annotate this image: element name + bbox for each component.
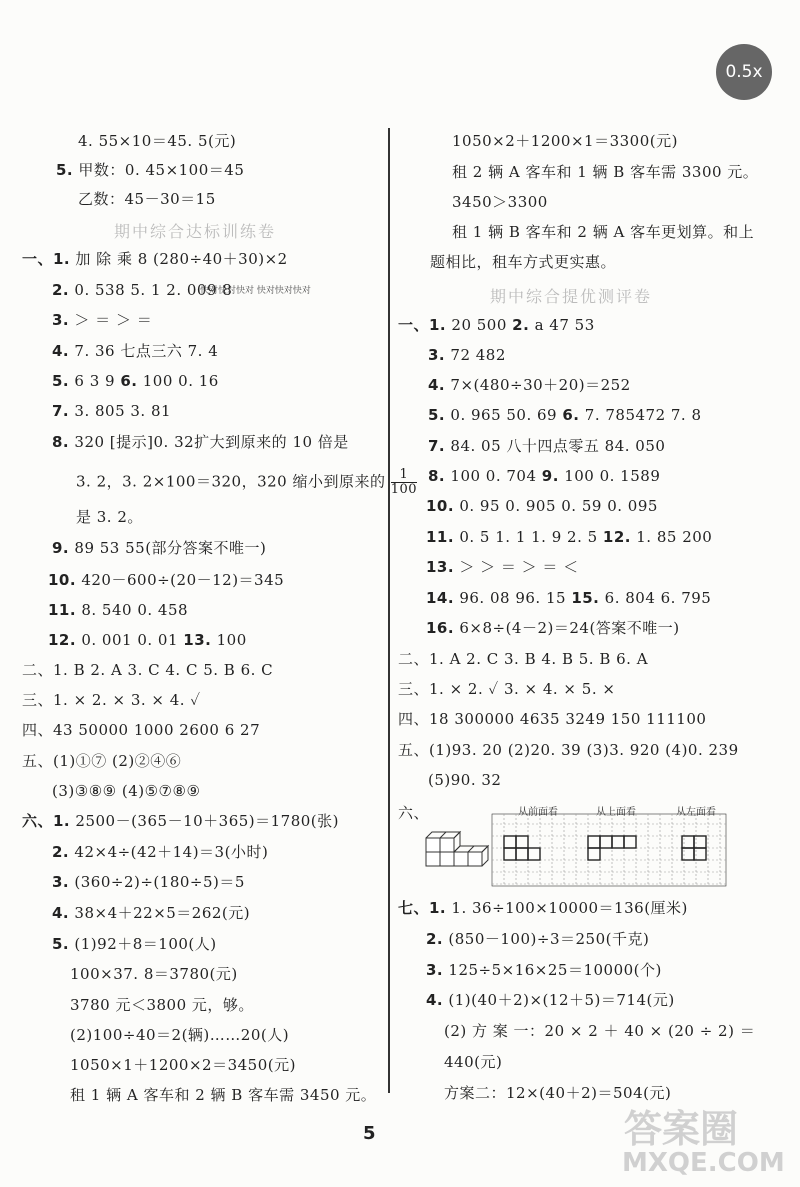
top-view-shape <box>588 836 636 860</box>
text-line: 2. 42×4÷(42＋14)＝3(小时) <box>52 843 269 861</box>
text-line: 9. 89 53 55(部分答案不唯一) <box>52 539 267 557</box>
text-line: 10. 420－600÷(20－12)＝345 <box>48 571 285 589</box>
text-line: 乙数：45－30＝15 <box>78 190 216 208</box>
text-line: 方案二：12×(40＋2)＝504(元) <box>444 1084 672 1102</box>
text-line: 2. 0. 538 5. 1 2. 009 8 <box>52 281 233 299</box>
text-line: 三、1. × 2. ✓ 3. × 4. × 5. × <box>398 680 616 698</box>
dotted-grid <box>492 814 726 886</box>
text-line: 5. 甲数：0. 45×100＝45 <box>56 161 245 179</box>
text-line: (3)③⑧⑨ (4)⑤⑦⑧⑨ <box>52 782 201 800</box>
text-line: 3450＞3300 <box>452 193 548 211</box>
text-line: 7. 84. 05 八十四点零五 84. 050 <box>428 437 666 455</box>
text-line: 100×37. 8＝3780(元) <box>70 965 238 983</box>
text-line: 四、18 300000 4635 3249 150 111100 <box>398 710 707 728</box>
text-line: 12. 0. 001 0. 01 13. 100 <box>48 631 247 649</box>
page-number: 5 <box>363 1123 376 1144</box>
text-line: 2. (850－100)÷3＝250(千克) <box>426 930 650 948</box>
text-line: 3780 元＜3800 元，够。 <box>70 996 254 1014</box>
text-line: 4. 7. 36 七点三六 7. 4 <box>52 342 219 360</box>
text-line: 一、1. 20 500 2. a 47 53 <box>398 316 595 334</box>
text-line: 5. 6 3 9 6. 100 0. 16 <box>52 372 219 390</box>
text-line: 4. 7×(480÷30＋20)＝252 <box>428 376 631 394</box>
text-line: 六、1. 2500－(365－10＋365)＝1780(张) <box>22 812 340 830</box>
text-line: 5. (1)92＋8＝100(人) <box>52 935 217 953</box>
grid-label: 从左面看 <box>676 807 716 818</box>
text-line: 16. 6×8÷(4－2)＝24(答案不唯一) <box>426 619 680 637</box>
text-line: 二、1. B 2. A 3. C 4. C 5. B 6. C <box>22 661 274 679</box>
left-view-shape <box>682 836 706 860</box>
text-line: 4. 38×4＋22×5＝262(元) <box>52 904 251 922</box>
watermark-url: MXQE.COM <box>622 1148 785 1178</box>
text-line: 4. (1)(40＋2)×(12＋5)＝714(元) <box>426 991 675 1009</box>
text-line: 三、1. × 2. × 3. × 4. ✓ <box>22 691 201 709</box>
text-line: 3. ＞ ＝ ＞ ＝ <box>52 311 153 329</box>
grid-label: 从前面看 <box>518 807 558 818</box>
text-line: 五、(1)93. 20 (2)20. 39 (3)3. 920 (4)0. 239 <box>398 741 739 759</box>
fraction: $\frac{1}{100}$ <box>390 467 418 497</box>
cube-stack-drawing <box>426 832 488 866</box>
text-line: 租 1 辆 B 客车和 2 辆 A 客车更划算。和上 <box>452 223 755 241</box>
text-line: (2)100÷40＝2(辆)……20(人) <box>70 1026 290 1044</box>
playback-speed-button[interactable]: 0.5x <box>716 44 772 100</box>
text-line: 8. 320 [提示]0. 32扩大到原来的 10 倍是 <box>52 433 349 451</box>
text-line: (2) 方 案 一：20 × 2 ＋ 40 × (20 ÷ 2) ＝ <box>444 1022 756 1040</box>
front-view-shape <box>504 836 540 860</box>
text-line: 3. 2，3. 2×100＝320，320 缩小到原来的 $\frac{1}{100}$ <box>76 467 418 497</box>
text-line: 7. 3. 805 3. 81 <box>52 402 172 420</box>
text-line: 11. 8. 540 0. 458 <box>48 601 189 619</box>
text-line: 二、1. A 2. C 3. B 4. B 5. B 6. A <box>398 650 649 668</box>
text-line: 3. 125÷5×16×25＝10000(个) <box>426 961 662 979</box>
text-line: 8. 100 0. 704 9. 100 0. 1589 <box>428 467 661 485</box>
text-line: 14. 96. 08 96. 15 15. 6. 804 6. 795 <box>426 589 712 607</box>
text-line: 4. 55×10＝45. 5(元) <box>78 132 237 150</box>
text-line: 五、(1)①⑦ (2)②④⑥ <box>22 752 182 770</box>
text-line: 10. 0. 95 0. 905 0. 59 0. 095 <box>426 497 658 515</box>
text-line: 5. 0. 965 50. 69 6. 7. 785472 7. 8 <box>428 406 702 424</box>
text-line: 租 2 辆 A 客车和 1 辆 B 客车需 3300 元。 <box>452 163 759 181</box>
watermark-logo: 答案圈 <box>624 1107 739 1151</box>
text-line: 六、 <box>398 804 430 822</box>
text-line: 1050×1＋1200×2＝3450(元) <box>70 1056 296 1074</box>
text-line: 1050×2＋1200×1＝3300(元) <box>452 132 678 150</box>
text-line: 四、43 50000 1000 2600 6 27 <box>22 721 261 739</box>
stamp-text: 快对快对快对 快对快对快对 <box>200 286 311 296</box>
grid-label: 从上面看 <box>596 807 636 818</box>
text-line: 题相比，租车方式更实惠。 <box>430 253 617 271</box>
column-divider <box>388 128 390 1093</box>
section-title: 期中综合提优测评卷 <box>490 287 653 306</box>
text-line: (5)90. 32 <box>428 771 502 789</box>
text-line: 13. ＞ ＞ ＝ ＞ ＝ ＜ <box>426 558 579 576</box>
text-line: 11. 0. 5 1. 1 1. 9 2. 5 12. 1. 85 200 <box>426 528 713 546</box>
section-title: 期中综合达标训练卷 <box>114 222 277 241</box>
text-line: 3. 72 482 <box>428 346 506 364</box>
text-line: 一、1. 加 除 乘 8 (280÷40＋30)×2 <box>22 250 288 268</box>
text-line: 3. (360÷2)÷(180÷5)＝5 <box>52 873 245 891</box>
text-line: 租 1 辆 A 客车和 2 辆 B 客车需 3450 元。 <box>70 1086 377 1104</box>
text-line: 是 3. 2。 <box>76 508 143 526</box>
text-line: 440(元) <box>444 1053 503 1071</box>
text-line: 七、1. 1. 36÷100×10000＝136(厘米) <box>398 899 688 917</box>
